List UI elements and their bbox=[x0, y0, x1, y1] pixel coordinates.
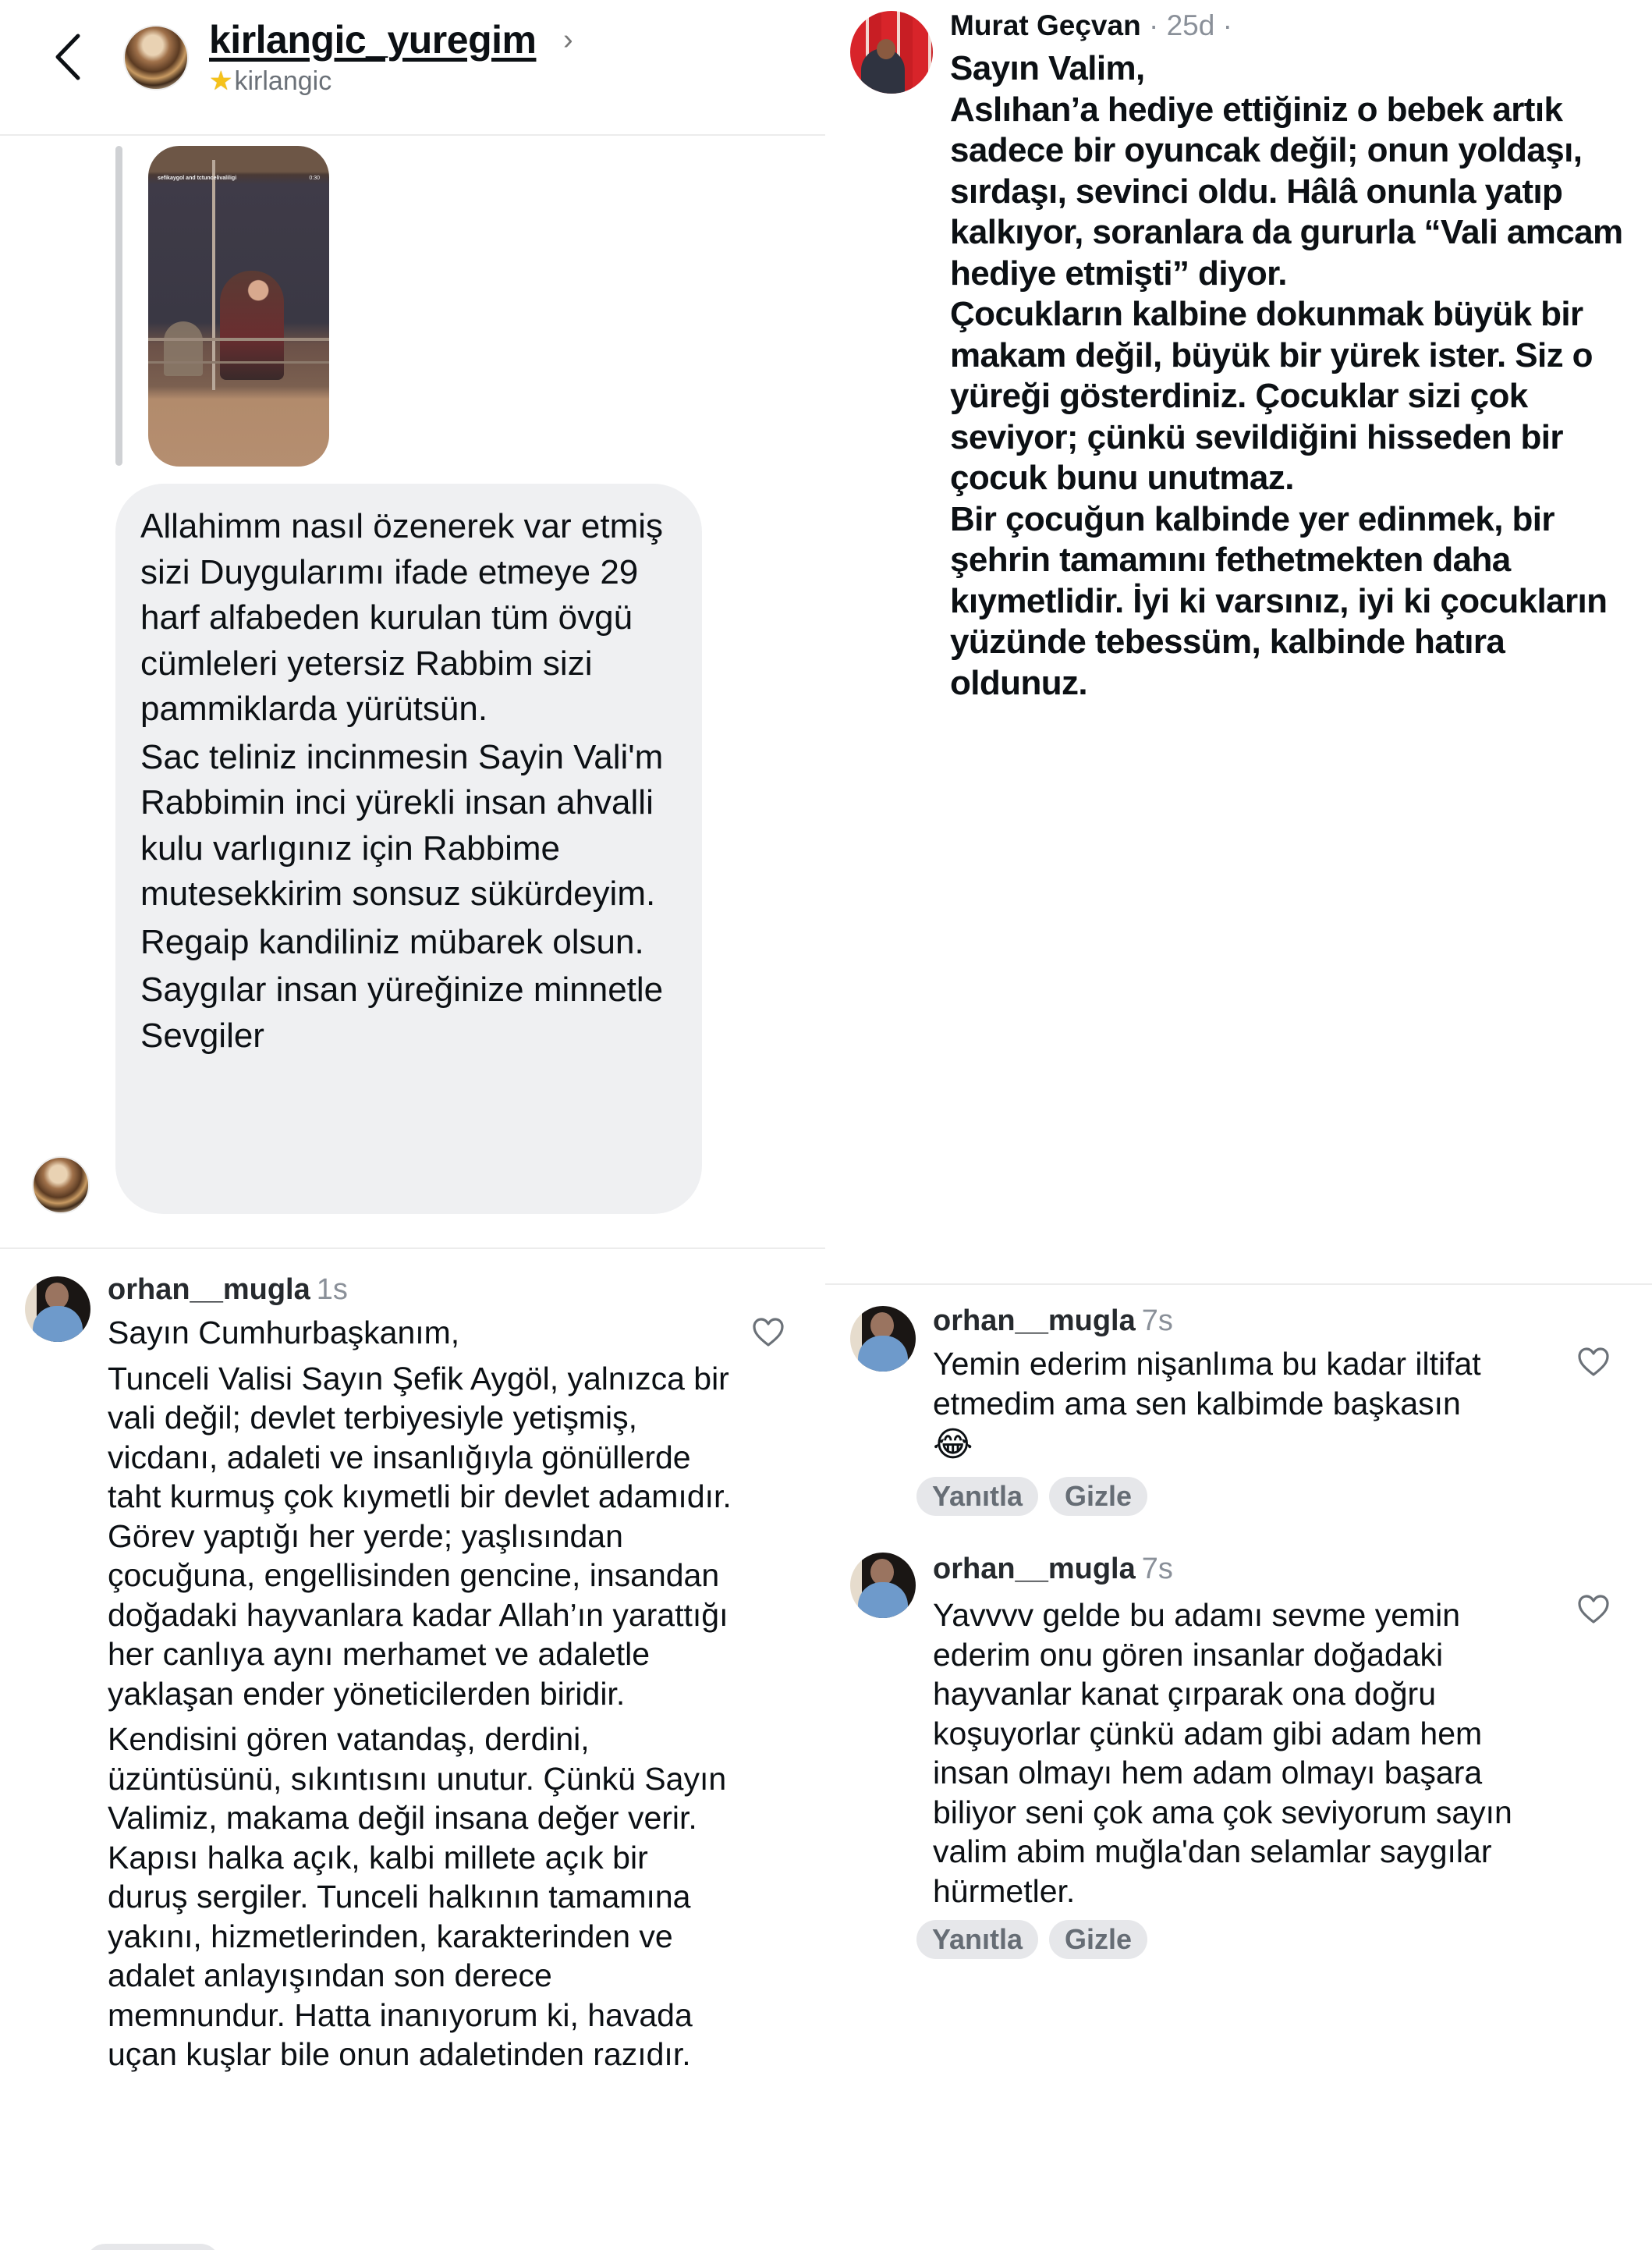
comment-time: 7s bbox=[1141, 1553, 1173, 1585]
message-paragraph: Allahimm nasıl özenerek var etmiş sizi Duygularımı ifade etmeye 29 harf alfabeden kurulan tüm övgü cümleleri yetersiz Rabbim sizi pammiklarda yürütsün. bbox=[140, 507, 664, 728]
comment-paragraph: Sayın Cumhurbaşkanım, bbox=[108, 1315, 460, 1350]
like-button[interactable] bbox=[1577, 1347, 1610, 1378]
hide-button[interactable]: Gizle bbox=[1049, 1477, 1147, 1516]
section-divider bbox=[0, 1247, 825, 1249]
like-button[interactable] bbox=[1577, 1594, 1610, 1625]
reply-button[interactable]: Yanıtla bbox=[916, 1477, 1038, 1516]
profile-subtitle bbox=[209, 66, 331, 97]
profile-display-name: kirlangic bbox=[234, 66, 332, 96]
thumbnail-scene bbox=[148, 338, 329, 341]
comment-header bbox=[108, 1273, 348, 1307]
comment-body bbox=[933, 1344, 1557, 1467]
like-button[interactable] bbox=[752, 1317, 785, 1348]
comment-header bbox=[933, 1553, 1173, 1586]
heart-icon bbox=[752, 1317, 785, 1348]
message-paragraph: Regaip kandiliniz mübarek olsun. bbox=[140, 922, 644, 961]
dm-thread-panel bbox=[0, 0, 825, 2250]
comment-time: 1s bbox=[316, 1273, 348, 1306]
commenter-avatar[interactable] bbox=[850, 1306, 916, 1372]
shared-video-thumbnail[interactable] bbox=[148, 146, 329, 467]
sender-avatar[interactable] bbox=[32, 1156, 90, 1214]
thumbnail-scene bbox=[164, 321, 203, 376]
commenter-avatar[interactable] bbox=[25, 1276, 90, 1342]
thumbnail-scene bbox=[148, 361, 329, 364]
post-meta: · 25d · bbox=[1140, 9, 1232, 41]
comment-text: Yemin ederim nişanlıma bu kadar iltifat etmedim ama sen kalbimde başkasın bbox=[933, 1346, 1481, 1421]
reply-indicator-bar bbox=[115, 146, 122, 466]
commenter-avatar[interactable] bbox=[850, 1553, 916, 1618]
comment-text: Yavvvv gelde bu adamı sevme yemin ederim onu gören insanlar doğadaki hayvanlar kanat çırparak ona doğru koşuyorlar çünkü adam gibi adam hem insan olmayı hem adam olmayı başara biliyor seni çok ama çok seviyorum sayın valim abim muğla'dan selamlar saygılar hürmetler. bbox=[933, 1597, 1512, 1909]
profile-avatar[interactable] bbox=[123, 25, 189, 90]
comment-username[interactable]: orhan__mugla bbox=[108, 1273, 310, 1306]
video-caption: sefikaygol and tctuncelivaliligi bbox=[158, 176, 237, 181]
comment-username[interactable]: orhan__mugla bbox=[933, 1553, 1136, 1585]
reply-button[interactable]: Yanıtla bbox=[916, 1920, 1038, 1959]
message-paragraph: Sac teliniz incinmesin Sayin Vali'm Rabbimin inci yürekli insan ahvalli kulu varlıgınız için Rabbime mutesekkirim sonsuz sükürdeyim. bbox=[140, 737, 664, 913]
post-body bbox=[950, 48, 1636, 704]
post-paragraph: Aslıhan’a hediye ettiğiniz o bebek artık sadece bir oyuncak değil; onun yoldaşı, sırdaşı, sevinci oldu. Hâlâ onunla yatıp kalkıyor, soranlara da gururla “Vali amcam hediye etmişti” diyor. bbox=[950, 90, 1623, 293]
post-author-name[interactable]: Murat Geçvan bbox=[950, 9, 1141, 41]
comment-username[interactable]: orhan__mugla bbox=[933, 1304, 1136, 1337]
thumbnail-scene bbox=[220, 271, 284, 380]
reply-button[interactable] bbox=[86, 2244, 220, 2250]
star-icon: ★ bbox=[209, 66, 233, 96]
thumbnail-scene bbox=[212, 160, 215, 390]
comment-paragraph: Kendisini gören vatandaş, derdini, üzüntüsünü, sıkıntısını unutur. Çünkü Sayın Valimiz, makama değil insana değer verir. Kapısı halka açık, kalbi millete açık bir duruş sergiler. Tunceli halkının tamamına yakını, hizmetlerinden, karakterinden ve adalet anlayışından son derece memnundur. Hatta inanıyorum ki, havada uçan kuşlar bile onun adaletinden razıdır. bbox=[108, 1721, 727, 2072]
comment-time: 7s bbox=[1141, 1304, 1173, 1337]
post-paragraph: Çocukların kalbine dokunmak büyük bir makam değil, büyük bir yürek ister. Siz o yüreği gösterdiniz. Çocuklar sizi çok seviyor; çünkü sevildiğini hisseden bir çocuk bunu unutmaz. bbox=[950, 295, 1593, 497]
comment-body bbox=[933, 1595, 1549, 1911]
post-header bbox=[950, 9, 1232, 42]
hide-button[interactable]: Gizle bbox=[1049, 1920, 1147, 1959]
post-paragraph: Bir çocuğun kalbinde yer edinmek, bir şehrin tamamını fethetmekten daha kıymetlidir. İyi ki varsınız, iyi ki çocukların yüzünde tebessüm, kalbinde hatıra oldunuz. bbox=[950, 499, 1608, 702]
video-duration: 0:30 bbox=[309, 176, 320, 181]
section-divider bbox=[825, 1283, 1652, 1285]
comment-paragraph: Tunceli Valisi Sayın Şefik Aygöl, yalnızca bir vali değil; devlet terbiyesiyle yetişmiş, vicdanı, adaleti ve insanlığıyla gönüllerde taht kurmuş çok kıymetli bir devlet adamıdır. Görev yaptığı her yerde; yaşlısından çocuğuna, engellisinden gencine, insandan doğadaki hayvanlara kadar Allah’ın yarattığı her canlıya aynı merhamet ve adaletle yaklaşan ender yöneticilerden biridir. bbox=[108, 1360, 732, 1712]
profile-username[interactable]: kirlangic_yuregim bbox=[209, 18, 537, 62]
post-author-avatar[interactable] bbox=[850, 11, 933, 94]
laughing-emoji-icon: 😂 bbox=[933, 1425, 973, 1464]
header-divider bbox=[0, 134, 825, 136]
comment-header bbox=[933, 1304, 1173, 1338]
heart-icon bbox=[1577, 1594, 1610, 1625]
message-bubble[interactable] bbox=[115, 484, 702, 1214]
chevron-right-icon[interactable]: › bbox=[563, 23, 573, 56]
heart-icon bbox=[1577, 1347, 1610, 1378]
message-paragraph: Saygılar insan yüreğinize minnetle Sevgiler bbox=[140, 971, 664, 1055]
chevron-left-icon bbox=[48, 31, 87, 83]
post-paragraph: Sayın Valim, bbox=[950, 49, 1145, 87]
back-button[interactable] bbox=[48, 31, 87, 83]
comment-body bbox=[108, 1313, 732, 2081]
